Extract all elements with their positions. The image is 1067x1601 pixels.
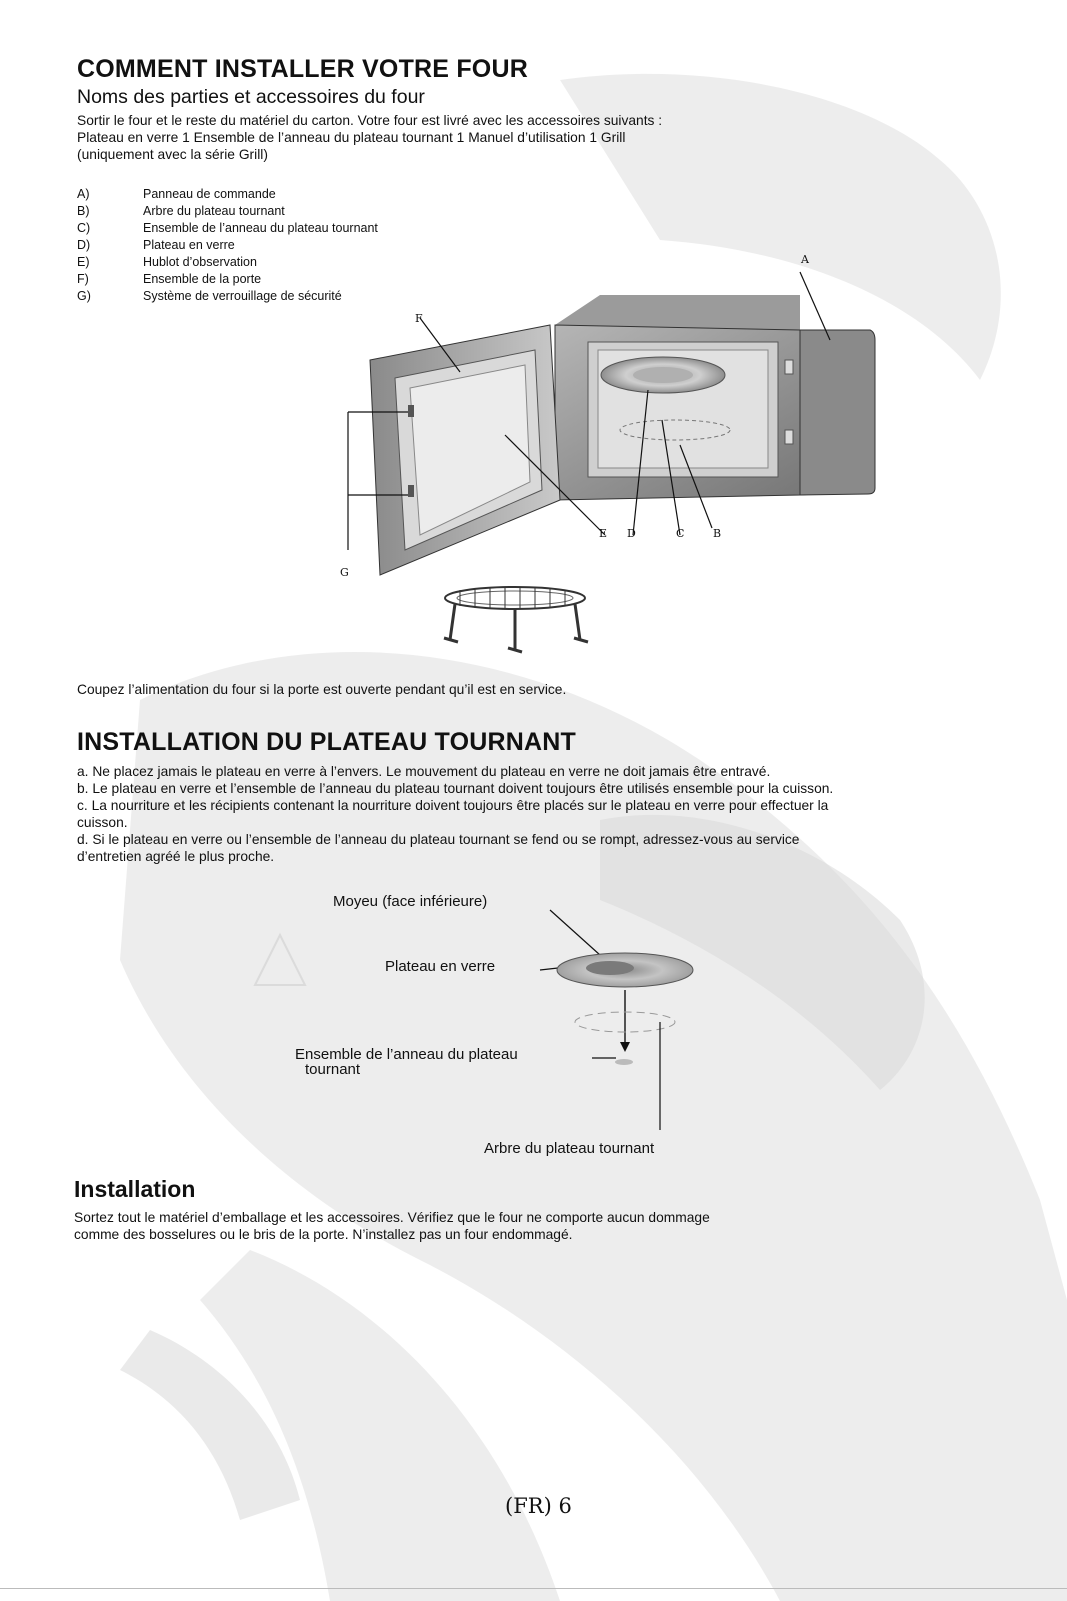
turntable-instructions xyxy=(77,763,1037,865)
part-key: G) xyxy=(77,289,91,303)
hub-shape xyxy=(586,961,634,975)
part-name: Ensemble de l’anneau du plateau tournant xyxy=(143,221,378,235)
part-key: A) xyxy=(77,187,90,201)
grill-rack xyxy=(444,587,588,652)
label-roller-ring-line: tournant xyxy=(305,1061,361,1078)
part-key: E) xyxy=(77,255,90,269)
label-c: C xyxy=(676,527,685,540)
list-item xyxy=(77,254,257,271)
label-b: B xyxy=(713,527,722,540)
instruction-line: cuisson. xyxy=(77,815,128,830)
installation-paragraph xyxy=(74,1209,974,1243)
section-subtitle: Noms des parties et accessoires du four xyxy=(77,86,425,108)
instruction-line: a. Ne placez jamais le plateau en verre à l’envers. Le mouvement du plateau en verre ne doit jamais être entravé. xyxy=(77,764,771,779)
list-item xyxy=(77,186,276,203)
part-key: D) xyxy=(77,238,91,252)
label-e: E xyxy=(599,527,608,540)
label-d: D xyxy=(627,527,636,540)
instruction-line: b. Le plateau en verre et l’ensemble de l’anneau du plateau tournant doivent toujours être utilisés ensemble pour la cuisson. xyxy=(77,781,834,796)
label-g: G xyxy=(340,566,349,579)
glass-leader xyxy=(540,968,558,970)
power-warning: Coupez l’alimentation du four si la porte est ouverte pendant qu’il est en service. xyxy=(77,682,567,697)
instruction-line: d’entretien agréé le plus proche. xyxy=(77,849,275,864)
intro-line: Plateau en verre 1 Ensemble de l’anneau du plateau tournant 1 Manuel d’utilisation 1 Grill xyxy=(77,130,626,145)
oven-diagram xyxy=(330,250,890,670)
turntable-diagram xyxy=(520,890,720,1150)
list-item xyxy=(77,288,342,305)
page-title: COMMENT INSTALLER VOTRE FOUR xyxy=(77,55,528,83)
list-item xyxy=(77,203,285,220)
instruction-line: d. Si le plateau en verre ou l’ensemble de l’anneau du plateau tournant se fend ou se rompt, adressez-vous au service xyxy=(77,832,800,847)
section-title-turntable: INSTALLATION DU PLATEAU TOURNANT xyxy=(77,728,576,756)
part-name: Système de verrouillage de sécurité xyxy=(143,289,342,303)
hub-leader xyxy=(550,910,600,955)
label-roller-ring xyxy=(295,1047,518,1077)
label-f: F xyxy=(415,312,423,325)
part-name: Arbre du plateau tournant xyxy=(143,204,285,218)
label-shaft: Arbre du plateau tournant xyxy=(484,1140,655,1157)
part-name: Ensemble de la porte xyxy=(143,272,262,286)
instruction-line: c. La nourriture et les récipients contenant la nourriture doivent toujours être placés sur le plateau en verre pour effectuer la xyxy=(77,798,829,813)
part-key: C) xyxy=(77,221,91,235)
installation-line: Sortez tout le matériel d’emballage et les accessoires. Vérifiez que le four ne comporte aucun dommage xyxy=(74,1210,710,1225)
label-roller-ring-line: Ensemble de l’anneau du plateau xyxy=(295,1046,518,1063)
oven-door xyxy=(370,325,560,575)
intro-paragraph xyxy=(77,112,977,163)
bottom-rule xyxy=(0,1588,1067,1589)
arrow-head xyxy=(620,1042,630,1052)
label-glass-plate: Plateau en verre xyxy=(385,958,496,975)
intro-line: (uniquement avec la série Grill) xyxy=(77,147,268,162)
oven-body xyxy=(555,295,875,500)
section-title-installation: Installation xyxy=(74,1176,196,1202)
part-key: F) xyxy=(77,272,89,286)
intro-line: Sortir le four et le reste du matériel du carton. Votre four est livré avec les accessoires suivants : xyxy=(77,113,663,128)
label-hub: Moyeu (face inférieure) xyxy=(333,893,488,910)
list-item xyxy=(77,220,378,237)
list-item xyxy=(77,237,235,254)
installation-line: comme des bosselures ou le bris de la porte. N’installez pas un four endommagé. xyxy=(74,1227,573,1242)
shaft-shape xyxy=(615,1059,633,1065)
part-name: Hublot d’observation xyxy=(143,255,257,269)
part-name: Plateau en verre xyxy=(143,238,235,252)
page-number: (FR) 6 xyxy=(505,1494,572,1518)
part-name: Panneau de commande xyxy=(143,187,276,201)
list-item xyxy=(77,271,261,288)
part-key: B) xyxy=(77,204,90,218)
label-a: A xyxy=(801,253,809,266)
